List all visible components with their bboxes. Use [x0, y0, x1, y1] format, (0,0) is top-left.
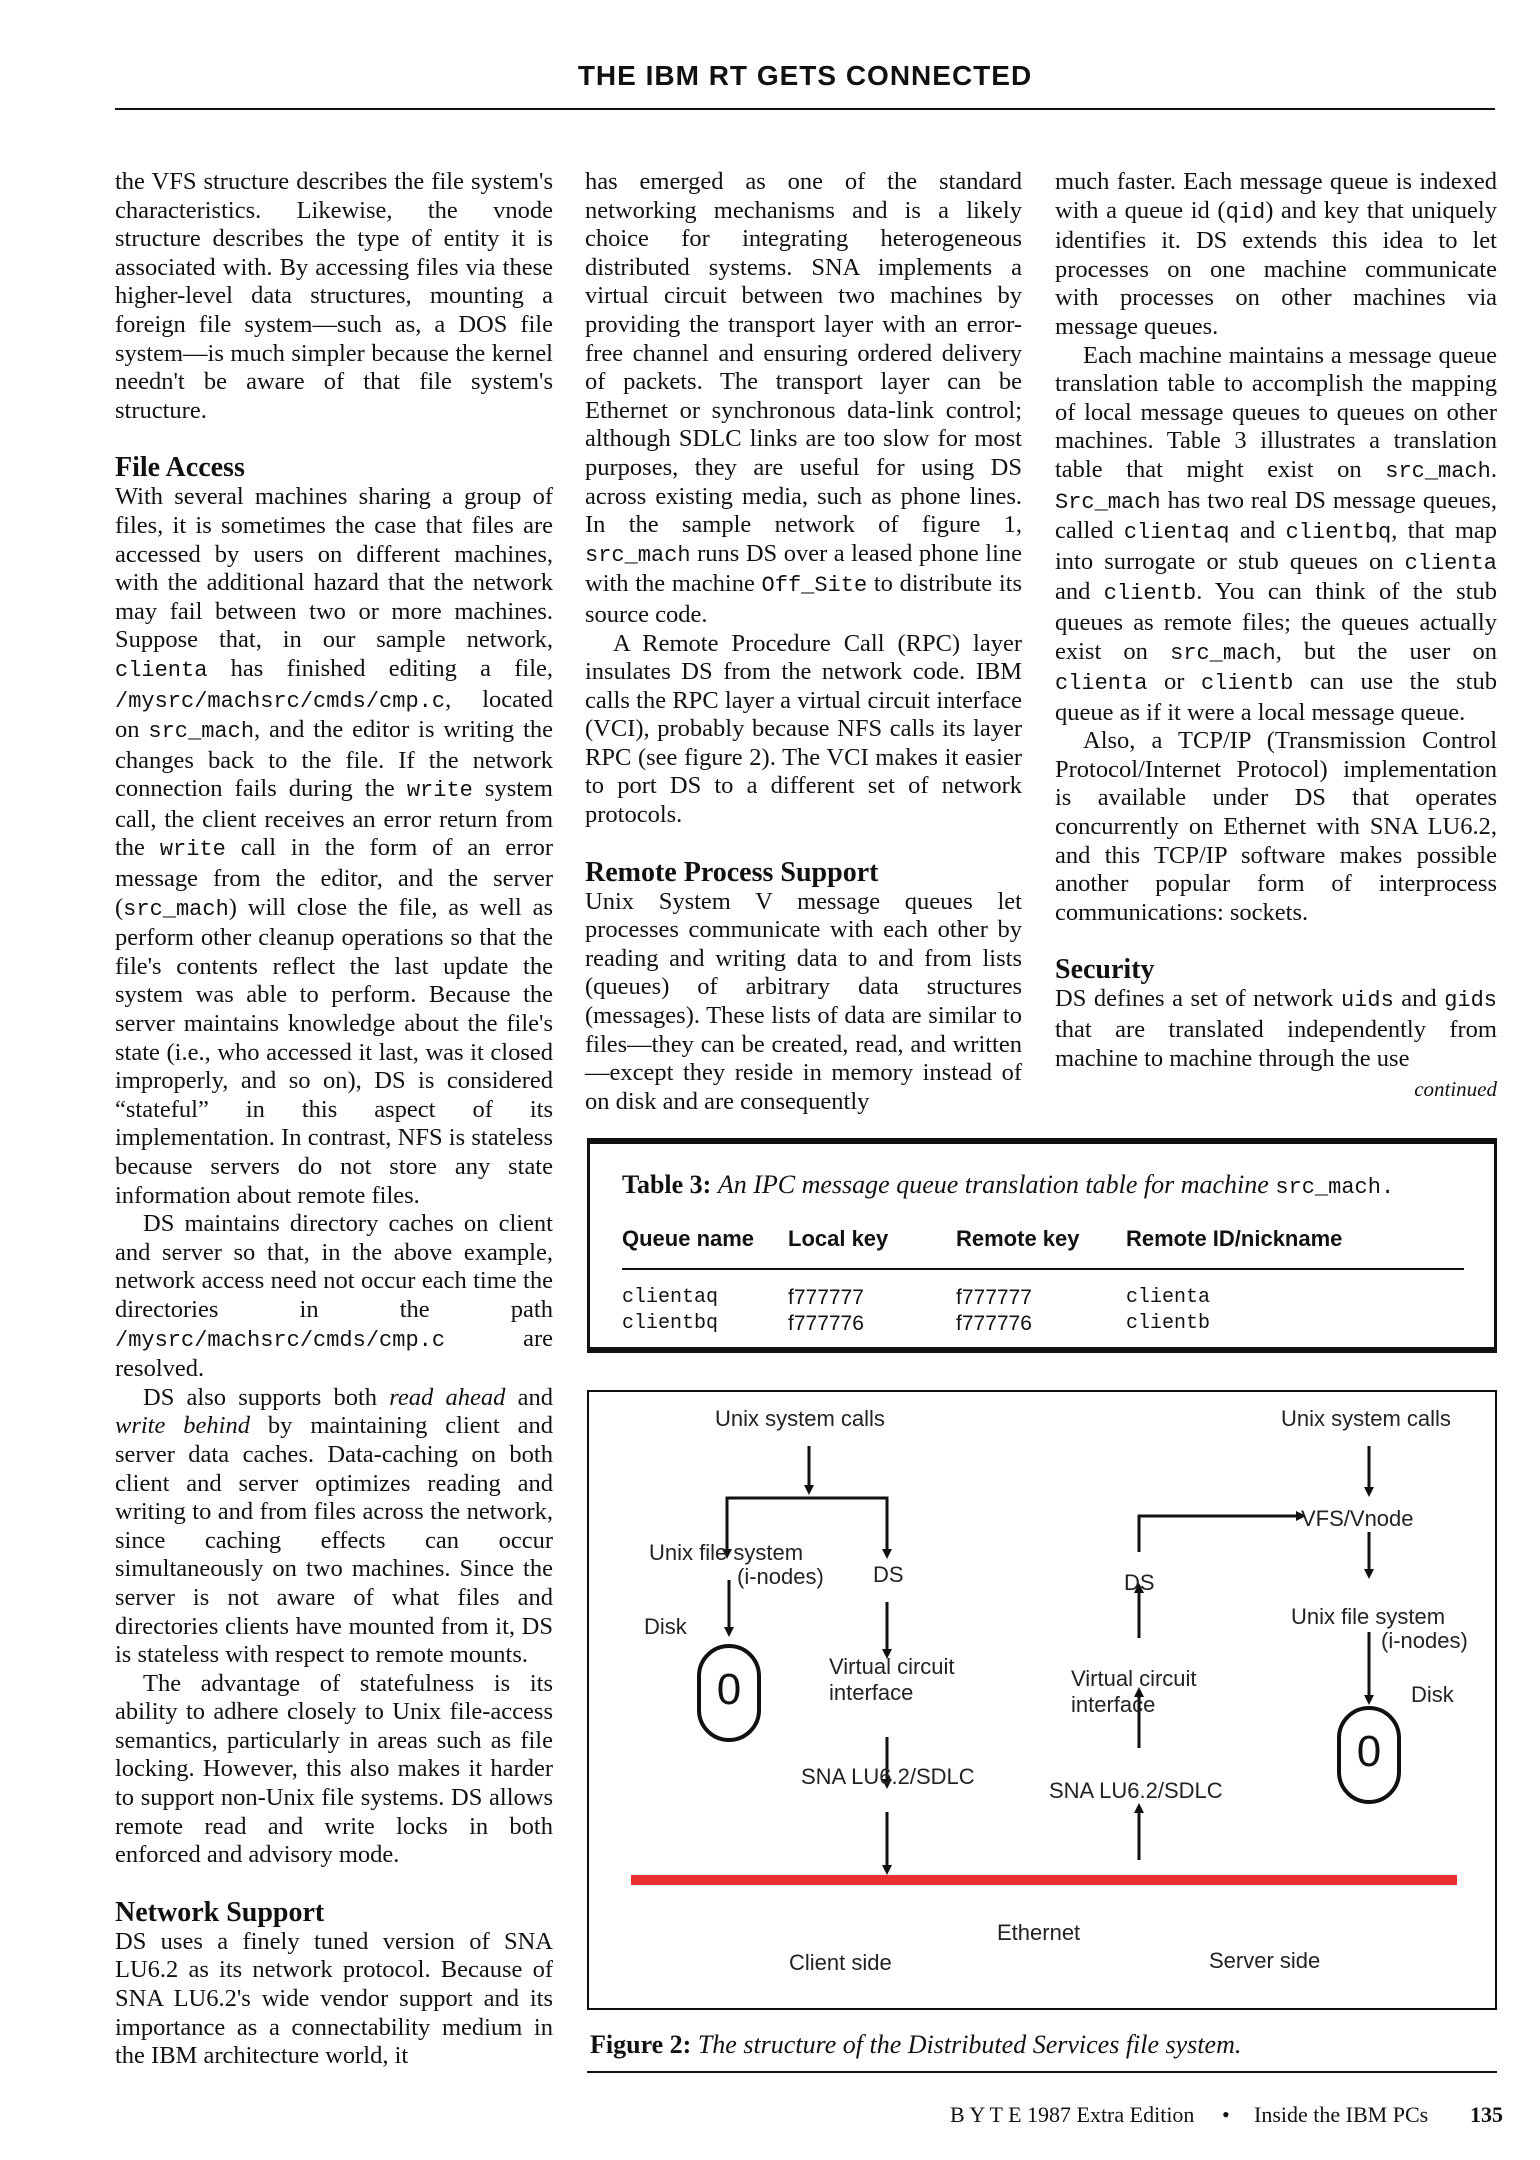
label: SNA LU6.2/SDLC — [801, 1764, 975, 1789]
section-heading-network-support: Network Support — [115, 1896, 325, 1928]
disk-icon — [699, 1646, 759, 1740]
label: Server side — [1209, 1948, 1321, 1973]
table-cell: clientaq — [622, 1286, 719, 1309]
table-cell: f777777 — [788, 1286, 864, 1309]
table-cell: clientb — [1126, 1312, 1211, 1335]
footer-magazine: B Y T E 1987 Extra Edition — [950, 2102, 1195, 2127]
disk-icon — [1339, 1708, 1399, 1802]
table-header: Remote ID/nickname — [1126, 1226, 1343, 1251]
column-3 — [1055, 168, 1497, 1104]
table-header: Remote key — [956, 1226, 1080, 1251]
running-header: THE IBM RT GETS CONNECTED — [577, 60, 1033, 91]
label: Unix system calls — [715, 1406, 885, 1431]
label: Disk — [644, 1614, 687, 1639]
figure-rule — [587, 2071, 1497, 2073]
paragraph: DS defines a set of network uids and gids that are translated independently from machine to machine through the use — [1055, 985, 1498, 1072]
paragraph: the VFS structure describes the file system's characteristics. Likewise, the vnode structure describes the type of entity it is associated with. By accessing files via these higher-level data structures, mounting a foreign file system—such as, a DOS file system—is much simpler because the kernel needn't be aware of that file system's structure. — [115, 168, 553, 424]
label: Client side — [789, 1950, 892, 1975]
label: (i-nodes) — [737, 1564, 824, 1589]
header-rule — [115, 108, 1495, 110]
paragraph: Each machine maintains a message queue translation table to accomplish the mapping of local message queues to queues on other machines. Table 3 illustrates a translation table that might exist on src_mach. Src_mach has two real DS message queues, called clientaq and clientbq, that map into surrogate or stub queues on clienta and clientb. You can think of the stub queues as remote files; the queues actually exist on src_mach, but the user on clienta or clientb can use the stub queue as if it were a local message queue. — [1055, 341, 1498, 726]
table-header: Queue name — [622, 1226, 755, 1251]
footer-bullet: • — [1222, 2102, 1230, 2127]
label: SNA LU6.2/SDLC — [1049, 1778, 1223, 1803]
disk-glyph: 0 — [716, 1665, 742, 1714]
label: Unix system calls — [1281, 1406, 1451, 1431]
paragraph: DS maintains directory caches on client and server so that, in the above example, network access need not occur each time the directories in the path /mysrc/machsrc/cmds/cmp.c are resolved. — [115, 1210, 553, 1383]
paragraph: much faster. Each message queue is indexed with a queue id (qid) and key that uniquely identifies it. DS extends this idea to let processes on one machine communicate with processes on other machines via message queues. — [1055, 168, 1497, 340]
section-heading-security: Security — [1055, 954, 1155, 986]
table-3 — [587, 1138, 1497, 1353]
figure-2-diagram — [589, 1392, 1495, 2008]
paragraph: Unix System V message queues let processes communicate with each other by reading and writing data to and from lists (queues) of arbitrary data structures (messages). These lists of data are similar to files—they can be created, read, and written—except they reside in memory instead of on disk and are consequently — [585, 887, 1022, 1115]
paragraph: DS uses a finely tuned version of SNA LU6.2 as its network protocol. Because of SNA LU6.2's wide vendor support and its importance as a connectability medium in the IBM architecture world, it — [115, 1927, 553, 2070]
column-2 — [585, 168, 1022, 1116]
figure-caption: Figure 2: The structure of the Distributed Services file system. — [590, 2030, 1242, 2059]
label: Unix file system — [1291, 1604, 1446, 1629]
table-caption: Table 3: An IPC message queue translation table for machine src_mach. — [622, 1170, 1395, 1200]
label: Virtual circuit interface — [1071, 1666, 1197, 1717]
continued-label: continued — [1414, 1077, 1497, 1102]
table-cell: clientbq — [622, 1312, 719, 1335]
paragraph: DS also supports both read ahead and write behind by maintaining client and server data caches. Data-caching on both client and server optimizes reading and writing to and from files across the network, since caching effects can occur simultaneously on two machines. Since the server is not aware of what files and directories clients have mounted from it, DS is stateless with respect to remote mounts. — [115, 1383, 554, 1669]
paragraph: Also, a TCP/IP (Transmission Control Protocol/Internet Protocol) implementation is available under DS that operates concurrently on Ethernet with SNA LU6.2, and this TCP/IP software makes possible another popular form of interprocess communications: sockets. — [1055, 727, 1497, 926]
disk-glyph: 0 — [1356, 1727, 1382, 1776]
figure-2 — [587, 1390, 1497, 2010]
table-cell: f777776 — [788, 1312, 864, 1335]
label: (i-nodes) — [1381, 1628, 1468, 1653]
paragraph: has emerged as one of the standard networking mechanisms and is a likely choice for integrating heterogeneous distributed systems. SNA implements a virtual circuit between two machines by providing the transport layer with an error-free channel and ensuring ordered delivery of packets. The transport layer can be Ethernet or synchronous data-link control; although SDLC links are too slow for most purposes, they are useful for using DS across existing media, such as phone lines. In the sample network of figure 1, src_mach runs DS over a leased phone line with the machine Off_Site to distribute its source code. — [585, 168, 1022, 628]
section-heading-file-access: File Access — [115, 452, 245, 484]
section-heading-remote-process: Remote Process Support — [585, 856, 879, 888]
label: VFS/Vnode — [1301, 1506, 1414, 1531]
footer-section: Inside the IBM PCs — [1254, 2102, 1429, 2127]
page-number: 135 — [1470, 2102, 1503, 2127]
paragraph: The advantage of statefulness is its ability to adhere closely to Unix file-access semantics, particularly in areas such as file locking. However, this also makes it harder to support non-Unix file systems. DS allows remote read and write locks in both enforced and advisory mode. — [115, 1669, 553, 1869]
label: DS — [1124, 1570, 1155, 1595]
label: Disk — [1411, 1682, 1454, 1707]
table-cell: f777776 — [956, 1312, 1032, 1335]
label: Unix file system — [649, 1540, 804, 1565]
label: Ethernet — [997, 1920, 1081, 1945]
paragraph: With several machines sharing a group of files, it is sometimes the case that files are accessed by users on different machines, with the additional hazard that the network may fail between two or more machines. Suppose that, in our sample network, clienta has finished editing a file, /mysrc/machsrc/cmds/cmp.c, located on src_mach, and the editor is writing the changes back to the file. If the network connection fails during the write system call, the client receives an error return from the write call in the form of an error message from the editor, and the server (src_mach) will close the file, as well as perform other cleanup operations so that the file's contents reflect the last update the system was able to perform. Because the server maintains knowledge about the file's state (i.e., who accessed it last, was it closed improperly, and so on), DS is considered “stateful” in this aspect of its implementation. In contrast, NFS is stateless because servers do not store any state information about remote files. — [115, 483, 554, 1209]
table-cell: clienta — [1126, 1286, 1211, 1309]
table-rule — [622, 1268, 1464, 1270]
table-header: Local key — [788, 1226, 889, 1251]
label: Virtual circuit interface — [829, 1654, 955, 1705]
paragraph: A Remote Procedure Call (RPC) layer insulates DS from the network code. IBM calls the RPC layer a virtual circuit interface (VCI), probably because NFS calls its layer RPC (see figure 2). The VCI makes it easier to port DS to a different set of network protocols. — [585, 629, 1022, 829]
label: DS — [873, 1562, 904, 1587]
column-1 — [115, 168, 553, 2071]
table-cell: f777777 — [956, 1286, 1032, 1309]
arrow — [1139, 1516, 1289, 1552]
